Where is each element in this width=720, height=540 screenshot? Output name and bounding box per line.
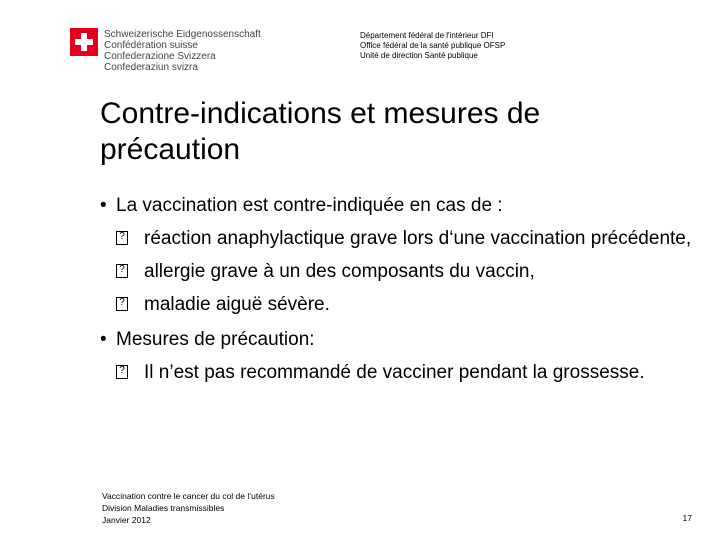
- footer-date: Janvier 2012: [102, 515, 151, 525]
- department-line: Département fédéral de l'intérieur DFI: [360, 31, 494, 40]
- bullet-text: La vaccination est contre-indiquée en cas de :: [116, 195, 503, 216]
- confederation-name-it: Confederazione Svizzera: [104, 51, 216, 62]
- bullet-dot: •: [100, 329, 107, 350]
- cross-horizontal-bar: [75, 39, 93, 45]
- unknown-glyph-icon: ?: [116, 365, 128, 379]
- slide-footer: [102, 490, 275, 526]
- unknown-glyph-icon: ?: [116, 231, 128, 245]
- confederation-name-de: Schweizerische Eidgenossenschaft: [104, 29, 261, 40]
- swiss-cross-logo: [70, 28, 98, 56]
- bullet-precautions: [100, 328, 700, 351]
- bullet-text: Mesures de précaution:: [116, 329, 315, 350]
- confederation-names: [104, 29, 261, 73]
- page-number: 17: [682, 513, 692, 523]
- sub-item-text: maladie aiguë sévère.: [144, 294, 330, 315]
- confederation-name-rm: Confederaziun svizra: [104, 62, 198, 73]
- slide-title: Contre-indications et mesures de précaution: [100, 97, 541, 166]
- department-info: [360, 31, 505, 61]
- sub-item-text: réaction anaphylactique grave lors d‘une vaccination précédente,: [144, 228, 692, 249]
- bullet-dot: •: [100, 195, 107, 216]
- sub-item: [100, 260, 700, 283]
- footer-division: Division Maladies transmissibles: [102, 503, 225, 513]
- office-line: Office fédéral de la santé publique OFSP: [360, 41, 506, 50]
- sub-item: [100, 227, 700, 250]
- sub-item-text: Il n’est pas recommandé de vacciner pendant la grossesse.: [144, 362, 645, 383]
- unit-line: Unité de direction Santé publique: [360, 51, 478, 60]
- unknown-glyph-icon: ?: [116, 264, 128, 278]
- confederation-name-fr: Confédération suisse: [104, 40, 198, 51]
- footer-topic: Vaccination contre le cancer du col de l’utérus: [102, 491, 275, 501]
- sub-item: [100, 293, 700, 316]
- bullet-contraindications: [100, 194, 700, 217]
- unknown-glyph-icon: ?: [116, 297, 128, 311]
- sub-item-text: allergie grave à un des composants du vaccin,: [144, 261, 535, 282]
- sub-item: [100, 361, 700, 384]
- slide-content: [100, 194, 700, 384]
